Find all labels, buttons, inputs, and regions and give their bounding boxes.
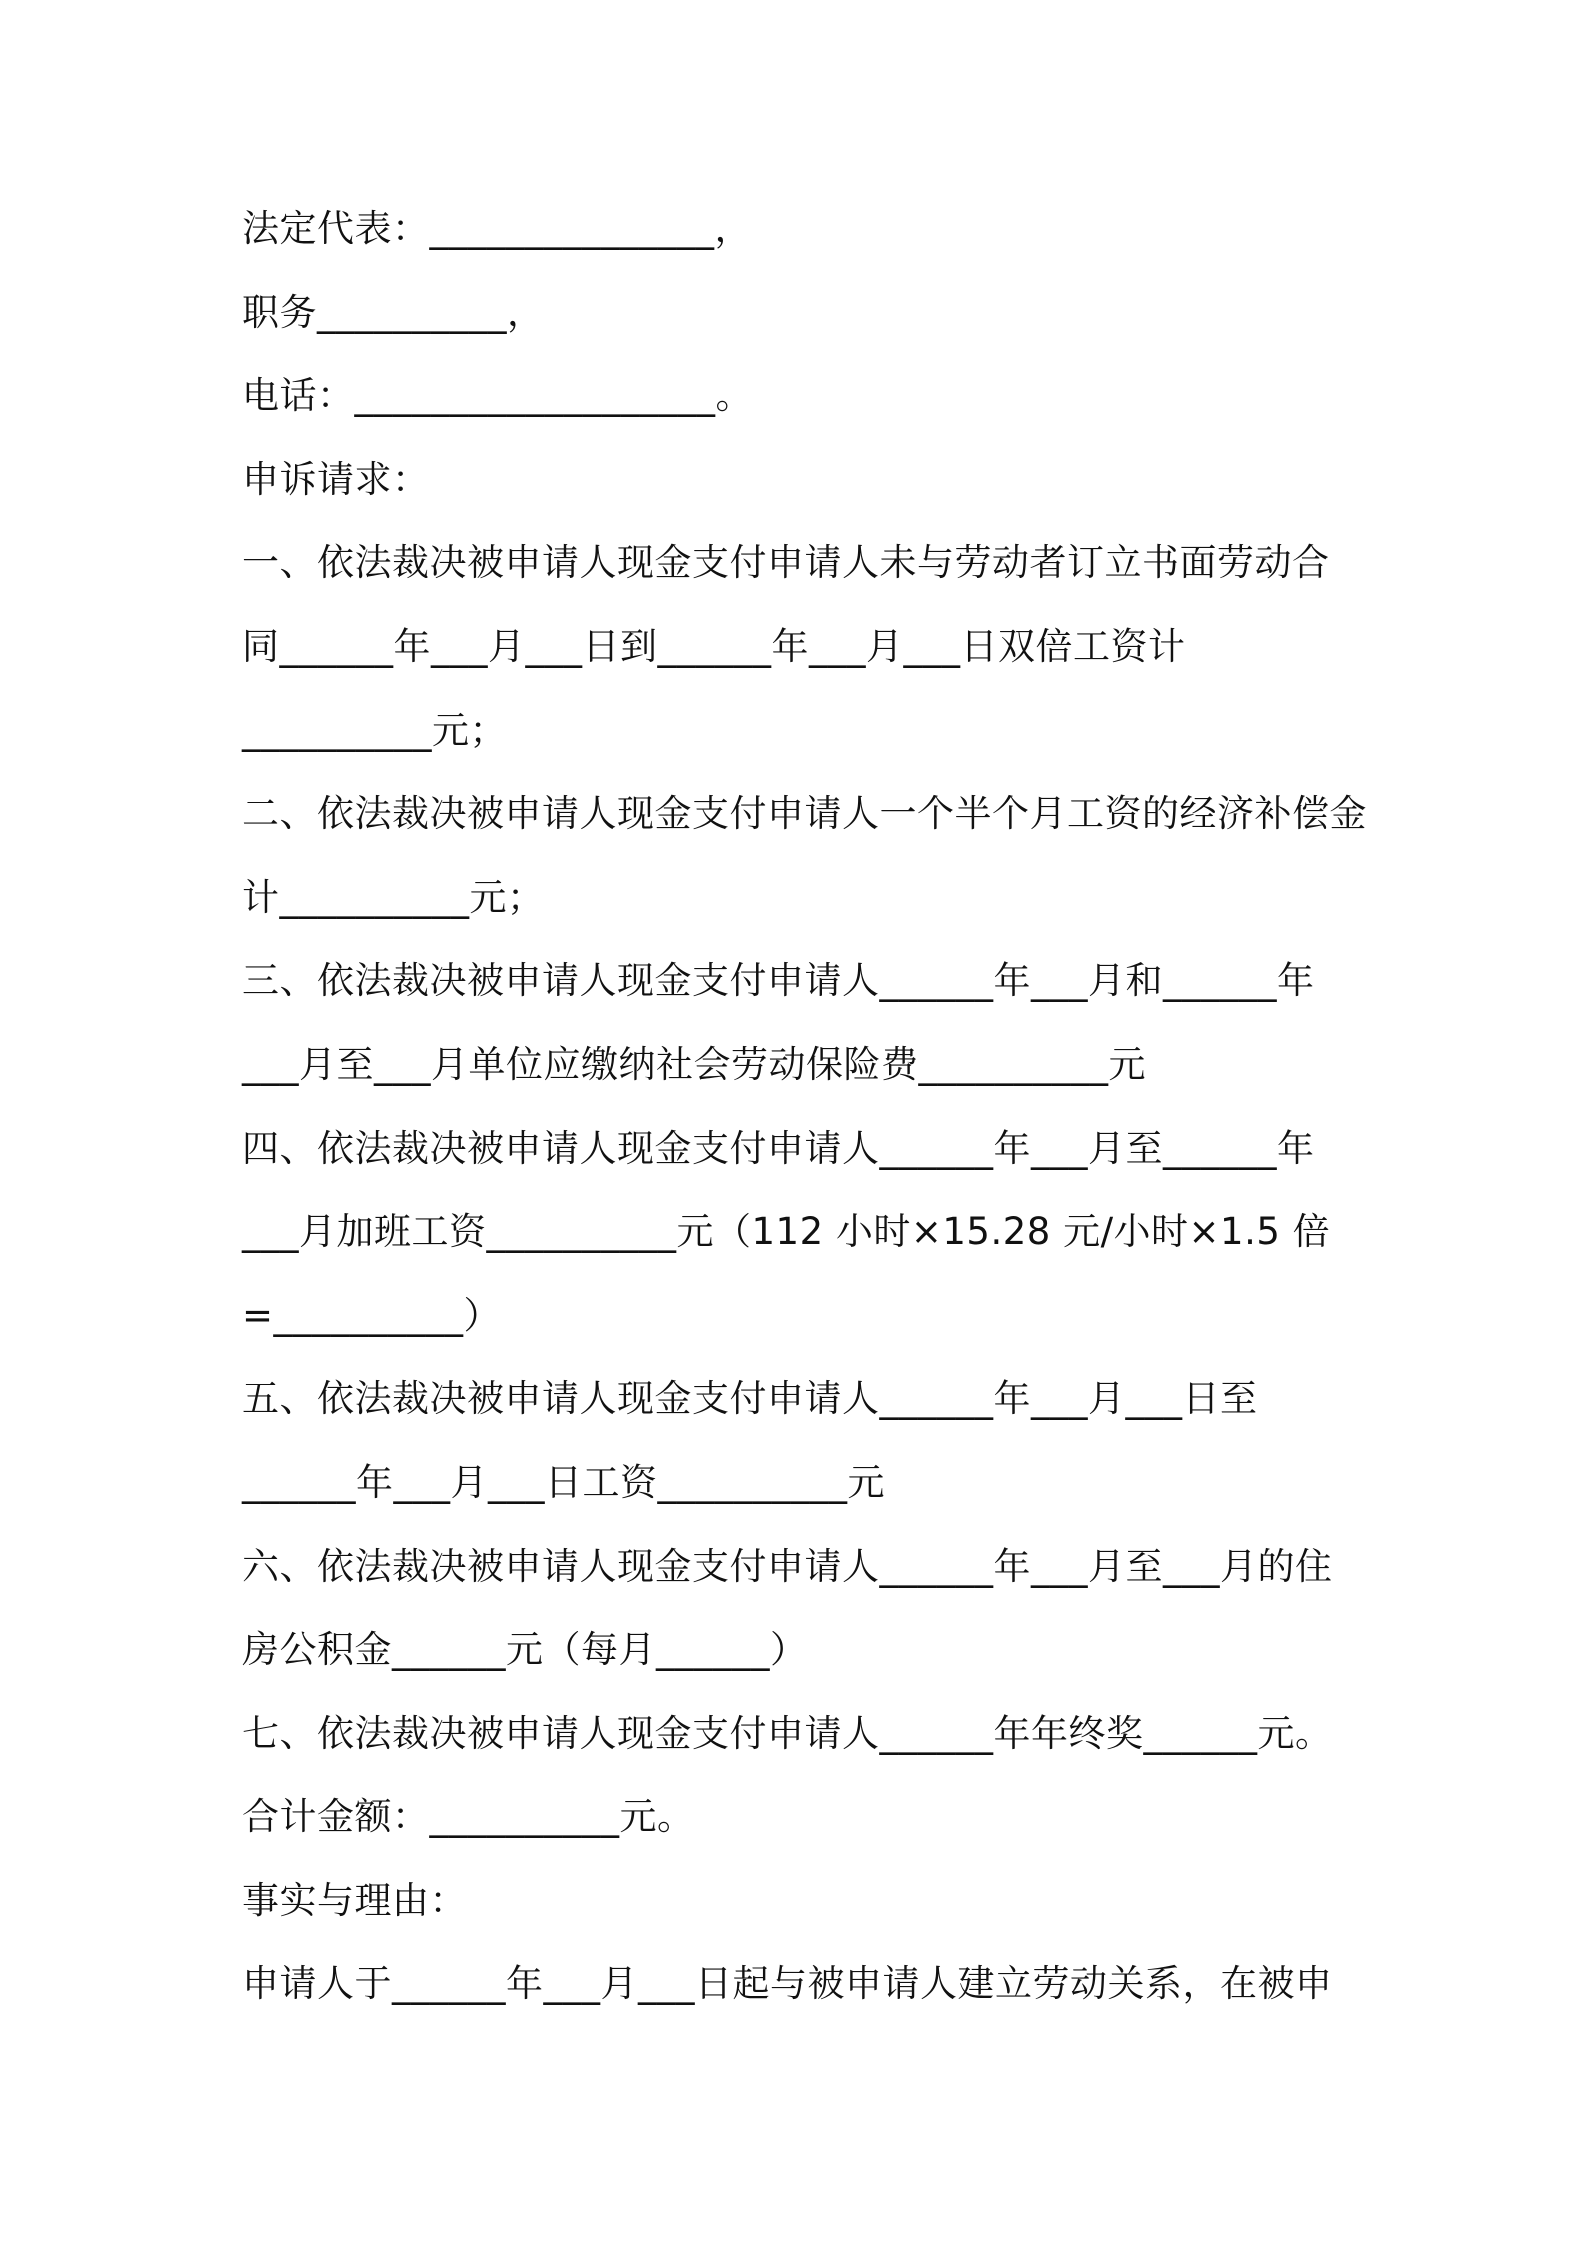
claims-heading: 申诉请求：	[242, 457, 430, 501]
claim-1-line-3: __________元；	[242, 708, 507, 752]
facts-heading: 事实与理由：	[242, 1878, 467, 1922]
total-amount-line: 合计金额：__________元。	[242, 1795, 695, 1839]
claim-2-line-1: 二、依法裁决被申请人现金支付申请人一个半个月工资的经济补偿金	[242, 792, 1367, 836]
claim-4-line-2: ___月加班工资__________元（112 小时×15.28 元/小时×1.5 倍	[242, 1210, 1331, 1254]
claim-3-line-2: ___月至___月单位应缴纳社会劳动保险费__________元	[242, 1042, 1146, 1086]
claim-3-line-1: 三、依法裁决被申请人现金支付申请人______年___月和______年	[242, 959, 1315, 1003]
claim-5-line-2: ______年___月___日工资__________元	[242, 1460, 885, 1504]
claim-1-line-2: 同______年___月___日到______年___月___日双倍工资计	[242, 624, 1186, 668]
claim-7-line: 七、依法裁决被申请人现金支付申请人______年年终奖______元。	[242, 1711, 1333, 1755]
claim-5-line-1: 五、依法裁决被申请人现金支付申请人______年___月___日至	[242, 1377, 1258, 1421]
claim-2-line-2: 计__________元；	[242, 875, 545, 919]
claim-6-line-2: 房公积金______元（每月______）	[242, 1628, 808, 1672]
phone-line: 电话：___________________。	[242, 374, 753, 418]
legal-representative-line: 法定代表：_______________，	[242, 207, 752, 250]
document-body	[242, 198, 1372, 2037]
claim-4-line-3: =__________）	[242, 1293, 502, 1337]
facts-line-1: 申请人于______年___月___日起与被申请人建立劳动关系，在被申	[242, 1962, 1333, 2006]
claim-4-line-1: 四、依法裁决被申请人现金支付申请人______年___月至______年	[242, 1126, 1315, 1170]
claim-6-line-1: 六、依法裁决被申请人现金支付申请人______年___月至___月的住	[242, 1544, 1333, 1588]
claim-1-line-1: 一、依法裁决被申请人现金支付申请人未与劳动者订立书面劳动合	[242, 541, 1330, 585]
position-line: 职务__________，	[242, 290, 545, 334]
